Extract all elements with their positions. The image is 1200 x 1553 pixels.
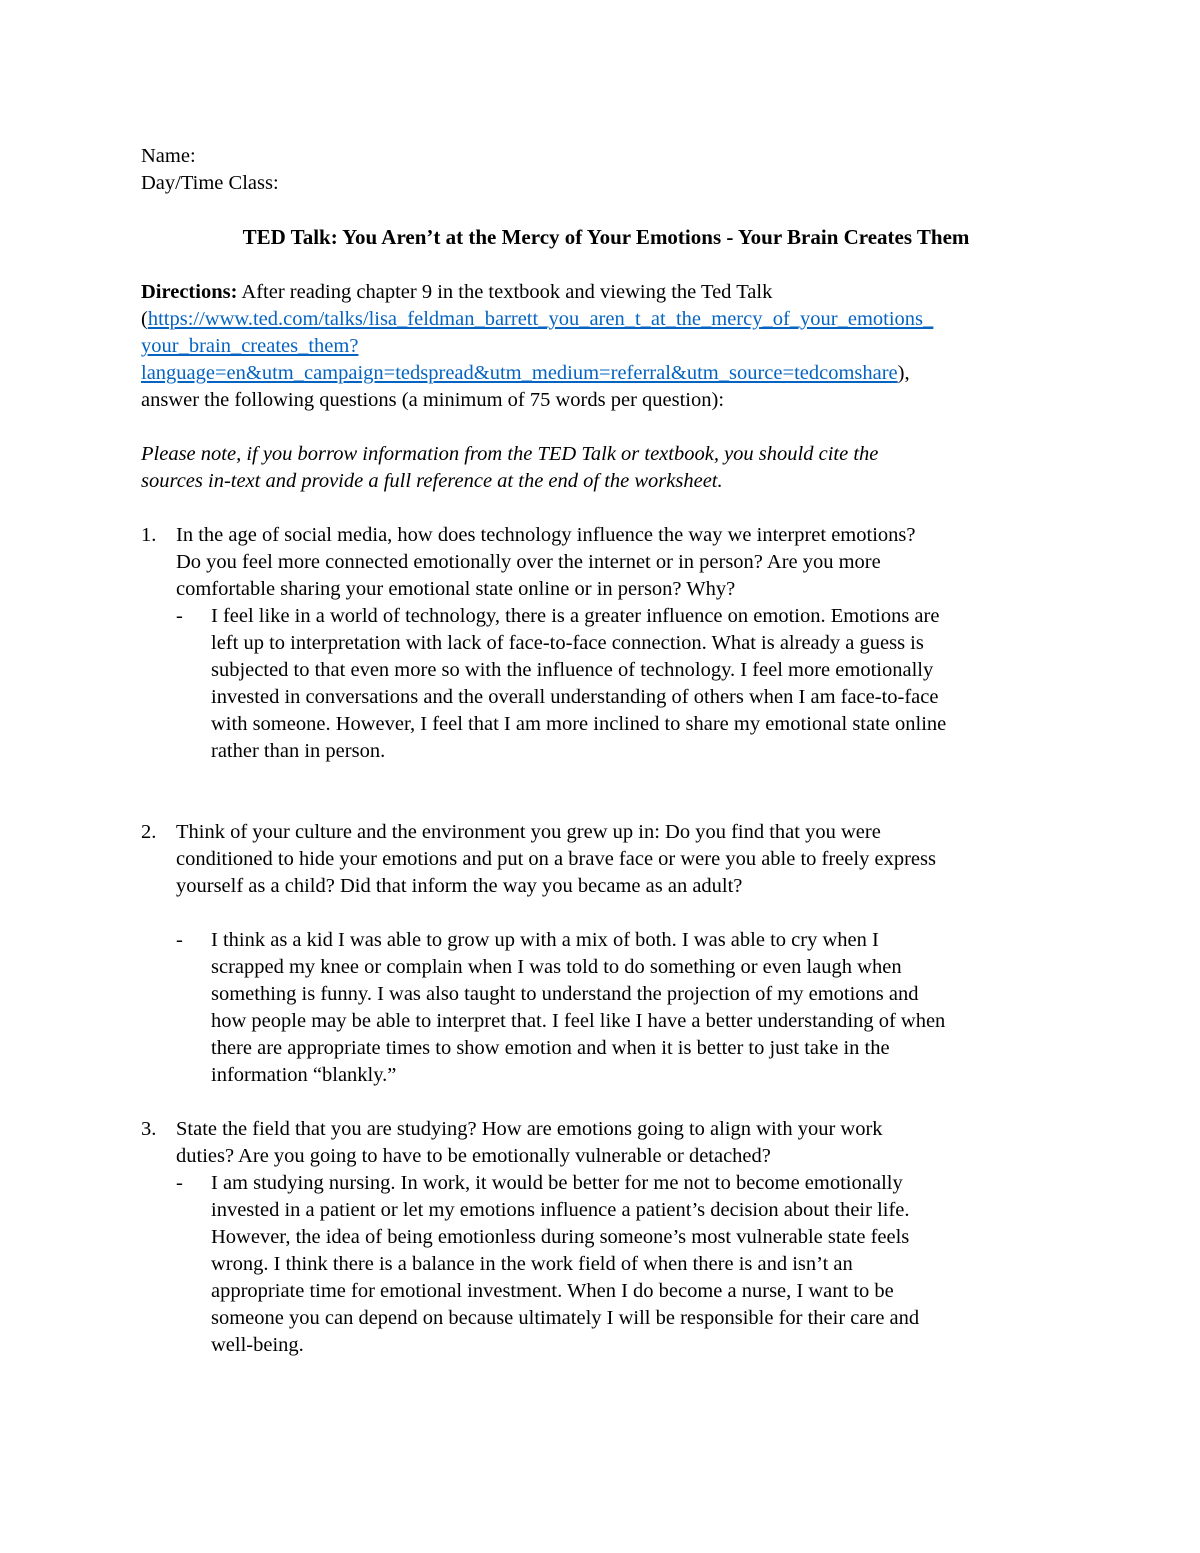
header-block: [141, 143, 1071, 197]
answer-line: appropriate time for emotional investment. When I do become a nurse, I want to be: [211, 1280, 894, 1302]
ted-talk-link-part-1[interactable]: https://www.ted.com/talks/lisa_feldman_barrett_you_aren_t_at_the_mercy_of_your_emotions_: [147, 308, 934, 330]
question-item: [141, 1116, 1071, 1359]
answer-dash: -: [176, 1172, 183, 1194]
answer-dash: -: [176, 929, 183, 951]
answer-line: well-being.: [211, 1334, 304, 1356]
answer-line: scrapped my knee or complain when I was told to do something or even laugh when: [211, 956, 902, 978]
answer-line: I think as a kid I was able to grow up with a mix of both. I was able to cry when I: [211, 929, 879, 951]
question-item: [141, 819, 1071, 1089]
open-paren: (: [141, 308, 148, 330]
question-number: 2.: [141, 821, 157, 843]
question-line: State the field that you are studying? How are emotions going to align with your work: [176, 1118, 883, 1140]
answer-block: [176, 927, 1071, 1089]
ted-talk-link-part-2[interactable]: your_brain_creates_them?: [141, 335, 359, 357]
question-line: conditioned to hide your emotions and put on a brave face or were you able to freely express: [176, 848, 936, 870]
worksheet-page: [141, 143, 1071, 1359]
answer-dash: -: [176, 605, 183, 627]
directions-text-before: After reading chapter 9 in the textbook and viewing the Ted Talk: [241, 281, 773, 303]
class-label: Day/Time Class:: [141, 172, 279, 194]
ted-talk-link-part-3[interactable]: language=en&utm_campaign=tedspread&utm_medium=referral&utm_source=tedcomshare: [141, 362, 898, 384]
answer-line: something is funny. I was also taught to understand the projection of my emotions and: [211, 983, 919, 1005]
answer-line: I feel like in a world of technology, there is a greater influence on emotion. Emotions are: [211, 605, 940, 627]
page-title: TED Talk: You Aren’t at the Mercy of Your Emotions - Your Brain Creates Them: [242, 225, 970, 249]
answer-line: rather than in person.: [211, 740, 386, 762]
question-list: [141, 522, 1071, 1359]
answer-line: how people may be able to interpret that. I feel like I have a better understanding of when: [211, 1010, 946, 1032]
close-paren: ),: [897, 362, 910, 384]
answer-line: invested in a patient or let my emotions influence a patient’s decision about their life.: [211, 1199, 910, 1221]
note-line: Please note, if you borrow information from the TED Talk or textbook, you should cite the: [141, 443, 879, 465]
name-label: Name:: [141, 145, 196, 167]
answer-line: invested in conversations and the overall understanding of others when I am face-to-face: [211, 686, 939, 708]
answer-line: subjected to that even more so with the influence of technology. I feel more emotionally: [211, 659, 934, 681]
question-number: 3.: [141, 1118, 157, 1140]
question-item: [141, 522, 1071, 765]
answer-line: someone you can depend on because ultimately I will be responsible for their care and: [211, 1307, 920, 1329]
spacer: [141, 1089, 1071, 1116]
citation-note: [141, 441, 1071, 495]
note-line: sources in-text and provide a full reference at the end of the worksheet.: [141, 470, 723, 492]
question-line: Do you feel more connected emotionally over the internet or in person? Are you more: [176, 551, 881, 573]
question-line: In the age of social media, how does technology influence the way we interpret emotions?: [176, 524, 916, 546]
directions-paragraph: [141, 279, 1071, 414]
answer-line: there are appropriate times to show emotion and when it is better to just take in the: [211, 1037, 890, 1059]
question-line: yourself as a child? Did that inform the way you became as an adult?: [176, 875, 743, 897]
answer-line: However, the idea of being emotionless during someone’s most vulnerable state feels: [211, 1226, 910, 1248]
answer-line: information “blankly.”: [211, 1064, 397, 1086]
question-line: duties? Are you going to have to be emotionally vulnerable or detached?: [176, 1145, 771, 1167]
directions-text-after: answer the following questions (a minimum of 75 words per question):: [141, 389, 725, 411]
answer-block: [176, 603, 1071, 765]
answer-line: left up to interpretation with lack of face-to-face connection. What is already a guess is: [211, 632, 924, 654]
question-line: Think of your culture and the environment you grew up in: Do you find that you were: [176, 821, 881, 843]
spacer: [176, 900, 1071, 927]
spacer: [141, 765, 1071, 819]
answer-block: [176, 1170, 1071, 1359]
question-number: 1.: [141, 524, 157, 546]
answer-line: wrong. I think there is a balance in the work field of when there is and isn’t an: [211, 1253, 853, 1275]
answer-line: I am studying nursing. In work, it would be better for me not to become emotionally: [211, 1172, 903, 1194]
answer-line: with someone. However, I feel that I am more inclined to share my emotional state online: [211, 713, 947, 735]
directions-label: Directions:: [141, 281, 238, 303]
question-line: comfortable sharing your emotional state online or in person? Why?: [176, 578, 736, 600]
